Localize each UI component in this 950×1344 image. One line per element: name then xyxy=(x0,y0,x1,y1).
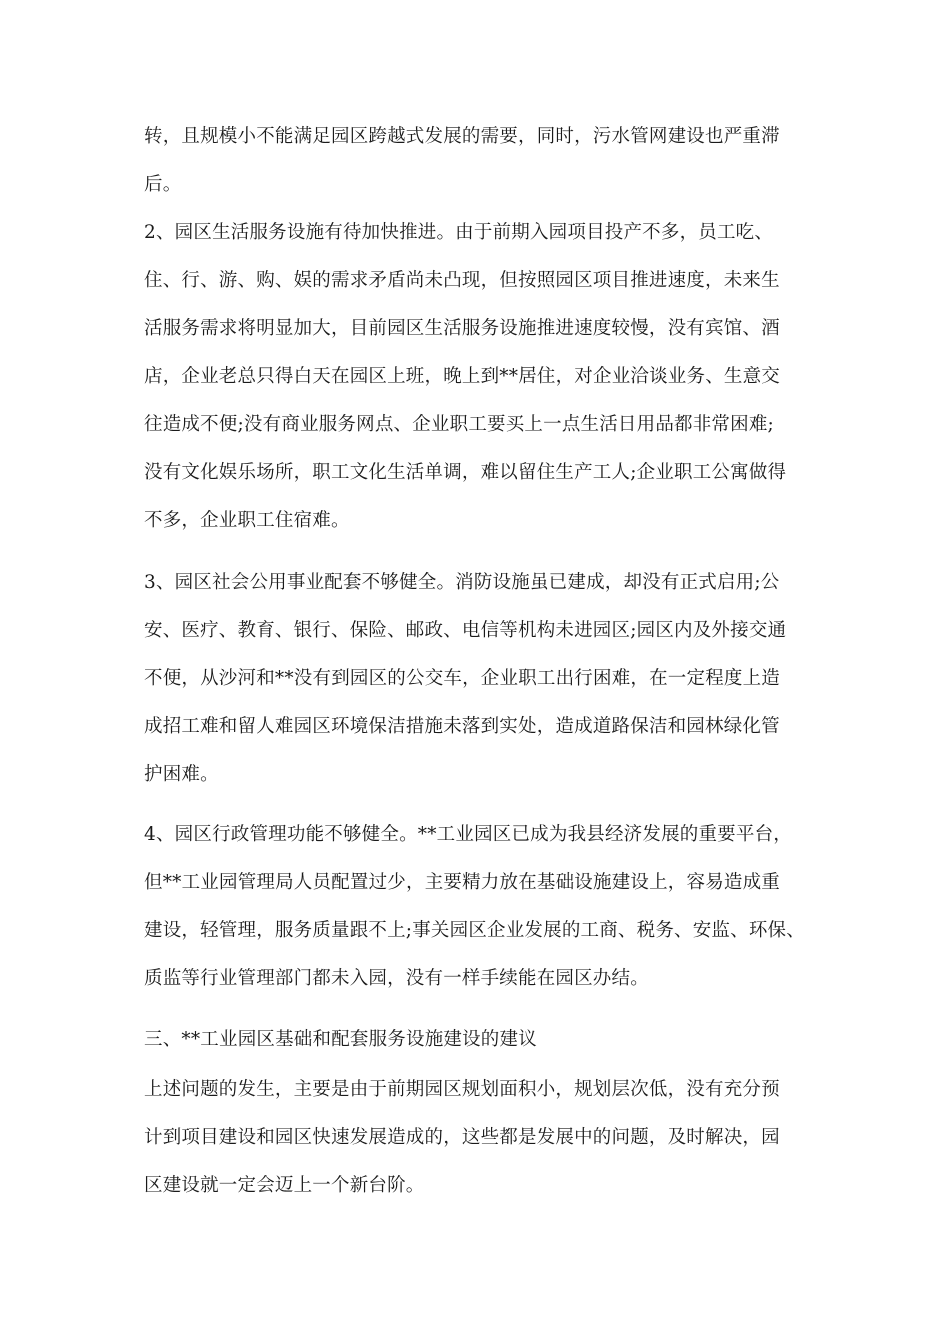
paragraph-line: 质监等行业管理部门都未入园，没有一样手续能在园区办结。 xyxy=(144,968,649,989)
paragraph-line: 安、医疗、教育、银行、保险、邮政、电信等机构未进园区;园区内及外接交通 xyxy=(144,620,787,641)
paragraph-line: 计到项目建设和园区快速发展造成的，这些都是发展中的问题，及时解决，园 xyxy=(144,1127,780,1148)
paragraph-line: 往造成不便;没有商业服务网点、企业职工要买上一点生活日用品都非常困难; xyxy=(144,414,774,435)
section-heading: 三、**工业园区基础和配套服务设施建设的建议 xyxy=(144,1029,537,1050)
paragraph-line: 活服务需求将明显加大，目前园区生活服务设施推进速度较慢，没有宾馆、酒 xyxy=(144,318,780,339)
paragraph-line: 没有文化娱乐场所，职工文化生活单调，难以留住生产工人;企业职工公寓做得 xyxy=(144,462,787,483)
paragraph-line: 成招工难和留人难园区环境保洁措施未落到实处，造成道路保洁和园林绿化管 xyxy=(144,716,780,737)
paragraph-line: 不多，企业职工住宿难。 xyxy=(144,510,350,531)
paragraph-line: 4、园区行政管理功能不够健全。**工业园区已成为我县经济发展的重要平台， xyxy=(144,824,792,845)
paragraph-line: 建设，轻管理，服务质量跟不上;事关园区企业发展的工商、税务、安监、环保、 xyxy=(144,920,805,941)
paragraph-line: 2、园区生活服务设施有待加快推进。由于前期入园项目投产不多，员工吃、 xyxy=(144,222,774,243)
paragraph-line: 但**工业园管理局人员配置过少，主要精力放在基础设施建设上，容易造成重 xyxy=(144,872,781,893)
paragraph-line: 店，企业老总只得白天在园区上班，晚上到**居住，对企业洽谈业务、生意交 xyxy=(144,366,781,387)
paragraph-line: 3、园区社会公用事业配套不够健全。消防设施虽已建成，却没有正式启用;公 xyxy=(144,572,780,593)
paragraph-line: 后。 xyxy=(144,174,182,195)
paragraph-line: 不便，从沙河和**没有到园区的公交车，企业职工出行困难，在一定程度上造 xyxy=(144,668,781,689)
paragraph-line: 护困难。 xyxy=(144,764,219,785)
paragraph-line: 转，且规模小不能满足园区跨越式发展的需要，同时，污水管网建设也严重滞 xyxy=(144,126,780,147)
paragraph-line: 上述问题的发生，主要是由于前期园区规划面积小，规划层次低，没有充分预 xyxy=(144,1079,780,1100)
paragraph-line: 区建设就一定会迈上一个新台阶。 xyxy=(144,1175,425,1196)
paragraph-line: 住、行、游、购、娱的需求矛盾尚未凸现，但按照园区项目推进速度，未来生 xyxy=(144,270,780,291)
